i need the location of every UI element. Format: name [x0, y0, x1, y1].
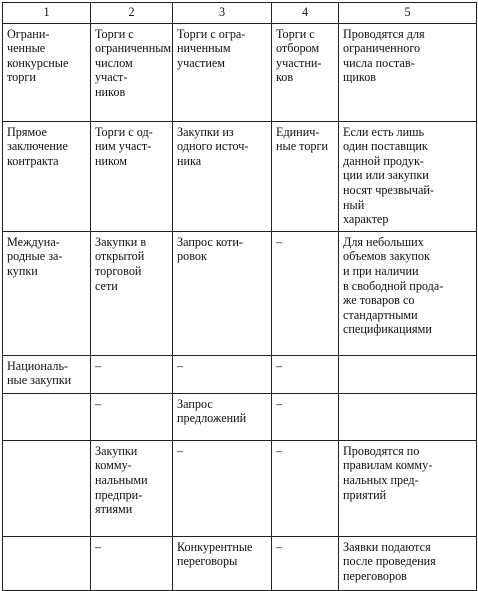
table-cell: Если есть лишь один поставщик данной продук- ции или закупки носят чрезвычай- ный характер: [339, 121, 477, 231]
table-cell: Торги с отбором участни- ков: [272, 23, 339, 121]
table-cell: Конкурентные переговоры: [173, 536, 272, 590]
table-cell: Торги с огра- ниченным участием: [173, 23, 272, 121]
table-row: [3, 23, 477, 121]
table-row: [3, 121, 477, 231]
table-row: [3, 440, 477, 536]
table-cell: Заявки подаются после проведения переговоров: [339, 536, 477, 590]
table-cell: –: [91, 393, 173, 440]
table-cell: Запрос предложений: [173, 393, 272, 440]
header-cell-2: 2: [91, 3, 173, 24]
table-cell: Ограни- ченные конкурсные торги: [3, 23, 91, 121]
table-cell: Закупки комму- нальными предпри- ятиями: [91, 440, 173, 536]
table-cell: Закупки в открытой торговой сети: [91, 231, 173, 355]
header-cell-1: 1: [3, 3, 91, 24]
table-cell: –: [272, 355, 339, 393]
table-cell: Закупки из одного источ- ника: [173, 121, 272, 231]
table-cell: [3, 440, 91, 536]
table-cell: Прямое заключение контракта: [3, 121, 91, 231]
table-cell: Торги с ограниченным числом участ- ников: [91, 23, 173, 121]
table-cell: Запрос коти- ровок: [173, 231, 272, 355]
procurement-methods-table: [2, 2, 477, 591]
table-cell: –: [173, 355, 272, 393]
table-row: [3, 393, 477, 440]
table-cell: Проводятся для ограниченного числа постав- щиков: [339, 23, 477, 121]
table-cell: [3, 536, 91, 590]
table-cell: –: [91, 355, 173, 393]
table-cell: Для небольших объемов закупок и при наличии в свободной прода- же товаров со стандартными спецификациями: [339, 231, 477, 355]
table-cell: –: [272, 393, 339, 440]
table-cell: Торги с од- ним участ- ником: [91, 121, 173, 231]
table-row: [3, 231, 477, 355]
table-cell: [339, 355, 477, 393]
table-cell: Проводятся по правилам комму- нальных пред- приятий: [339, 440, 477, 536]
table-cell: [3, 393, 91, 440]
header-row: [3, 3, 477, 24]
header-cell-5: 5: [339, 3, 477, 24]
table-cell: Националь- ные закупки: [3, 355, 91, 393]
header-cell-4: 4: [272, 3, 339, 24]
table-cell: –: [272, 536, 339, 590]
table-cell: Единич- ные торги: [272, 121, 339, 231]
table-row: [3, 355, 477, 393]
header-cell-3: 3: [173, 3, 272, 24]
table-cell: –: [173, 440, 272, 536]
table-row: [3, 536, 477, 590]
table-cell: –: [272, 440, 339, 536]
table-cell: –: [272, 231, 339, 355]
table-cell: –: [91, 536, 173, 590]
table-cell: Междуна- родные за- купки: [3, 231, 91, 355]
table-cell: [339, 393, 477, 440]
